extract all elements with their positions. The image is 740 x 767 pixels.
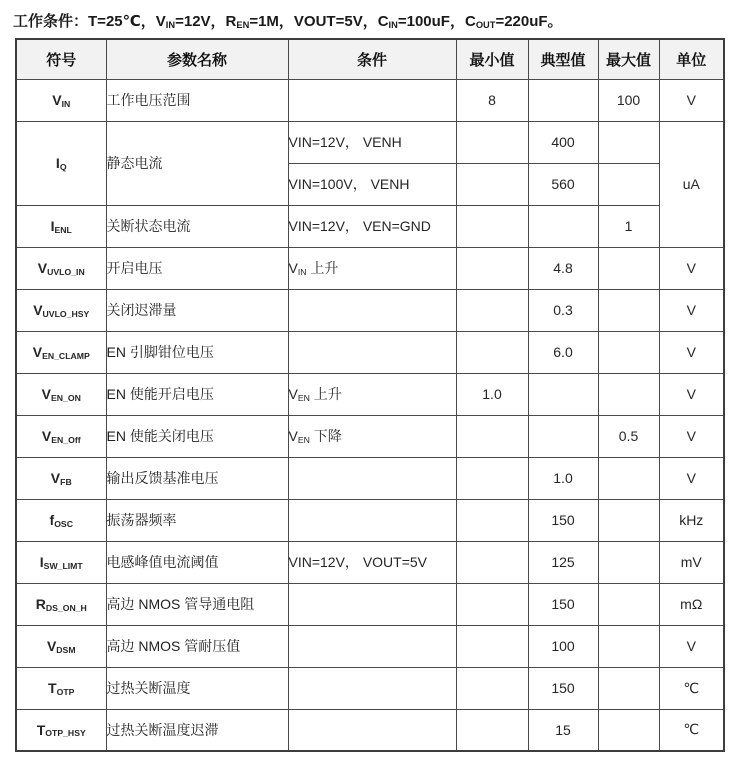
param-cell: 关断状态电流 (106, 205, 288, 247)
param-cell: EN 使能开启电压 (106, 373, 288, 415)
symbol-cell: $V_{FB}$ (16, 457, 106, 499)
max-cell (598, 121, 659, 163)
unit-cell: V (659, 625, 724, 667)
table-row (16, 583, 724, 625)
min-cell (456, 709, 528, 751)
max-cell (598, 373, 659, 415)
operating-conditions-line (0, 0, 740, 31)
table-header-row (16, 39, 724, 79)
electrical-characteristics-table (15, 38, 725, 752)
condition-cell (288, 583, 456, 625)
typ-cell: 150 (528, 583, 598, 625)
max-cell (598, 247, 659, 289)
condition-cell: VIN=12V， VENH (288, 121, 456, 163)
min-cell (456, 415, 528, 457)
max-cell (598, 709, 659, 751)
condition-cell: $V_{EN}$ 下降 (288, 415, 456, 457)
typ-cell: 125 (528, 541, 598, 583)
header-max: 最大值 (598, 39, 659, 79)
min-cell (456, 163, 528, 205)
min-cell (456, 667, 528, 709)
param-cell: 振荡器频率 (106, 499, 288, 541)
min-cell (456, 457, 528, 499)
unit-cell: V (659, 331, 724, 373)
header-param: 参数名称 (106, 39, 288, 79)
min-cell (456, 121, 528, 163)
param-cell: 开启电压 (106, 247, 288, 289)
min-cell: 1.0 (456, 373, 528, 415)
symbol-cell: $T_{OTP\_HSY}$ (16, 709, 106, 751)
typ-cell: 150 (528, 499, 598, 541)
condition-cell: VIN=12V， VEN=GND (288, 205, 456, 247)
symbol-cell: $V_{EN\_CLAMP}$ (16, 331, 106, 373)
param-cell: 过热关断温度 (106, 667, 288, 709)
table-row (16, 205, 724, 247)
param-cell: EN 引脚钳位电压 (106, 331, 288, 373)
operating-conditions-label: 工作条件： (13, 13, 89, 30)
param-cell: EN 使能关闭电压 (106, 415, 288, 457)
header-condition: 条件 (288, 39, 456, 79)
header-unit: 单位 (659, 39, 724, 79)
condition-cell (288, 79, 456, 121)
unit-cell: V (659, 415, 724, 457)
param-cell: 输出反馈基准电压 (106, 457, 288, 499)
condition-cell: $V_{IN}$ 上升 (288, 247, 456, 289)
header-typ: 典型值 (528, 39, 598, 79)
param-cell: 高边 NMOS 管导通电阻 (106, 583, 288, 625)
typ-cell: 400 (528, 121, 598, 163)
max-cell: 100 (598, 79, 659, 121)
param-cell: 工作电压范围 (106, 79, 288, 121)
typ-cell (528, 79, 598, 121)
param-cell: 关闭迟滞量 (106, 289, 288, 331)
unit-cell: mΩ (659, 583, 724, 625)
condition-cell (288, 331, 456, 373)
max-cell: 1 (598, 205, 659, 247)
symbol-cell: $V_{EN\_ON}$ (16, 373, 106, 415)
table-row (16, 667, 724, 709)
table-row (16, 331, 724, 373)
table-row (16, 373, 724, 415)
max-cell (598, 667, 659, 709)
symbol-cell: $V_{UVLO\_IN}$ (16, 247, 106, 289)
min-cell: 8 (456, 79, 528, 121)
unit-cell: uA (659, 121, 724, 247)
max-cell (598, 163, 659, 205)
typ-cell (528, 415, 598, 457)
unit-cell: mV (659, 541, 724, 583)
condition-cell (288, 289, 456, 331)
table-row (16, 625, 724, 667)
typ-cell: 6.0 (528, 331, 598, 373)
param-cell: 高边 NMOS 管耐压值 (106, 625, 288, 667)
max-cell: 0.5 (598, 415, 659, 457)
max-cell (598, 583, 659, 625)
max-cell (598, 289, 659, 331)
symbol-cell: $f_{OSC}$ (16, 499, 106, 541)
condition-cell: VIN=12V， VOUT=5V (288, 541, 456, 583)
param-cell: 过热关断温度迟滞 (106, 709, 288, 751)
unit-cell: V (659, 247, 724, 289)
min-cell (456, 583, 528, 625)
min-cell (456, 247, 528, 289)
typ-cell: 4.8 (528, 247, 598, 289)
typ-cell: 15 (528, 709, 598, 751)
symbol-cell: $I_{SW\_LIMT}$ (16, 541, 106, 583)
min-cell (456, 289, 528, 331)
min-cell (456, 331, 528, 373)
typ-cell (528, 373, 598, 415)
symbol-cell: $V_{DSM}$ (16, 625, 106, 667)
max-cell (598, 625, 659, 667)
typ-cell: 0.3 (528, 289, 598, 331)
min-cell (456, 499, 528, 541)
table-row (16, 499, 724, 541)
condition-cell: $V_{EN}$ 上升 (288, 373, 456, 415)
header-min: 最小值 (456, 39, 528, 79)
operating-conditions-text: T=25℃，$V_{IN}=12V$，$R_{EN}=1M$，VOUT=5V，$C_{IN}=100uF$，$C_{OUT}=220uF$。 (88, 13, 563, 30)
condition-cell (288, 625, 456, 667)
condition-cell (288, 499, 456, 541)
symbol-cell: $T_{OTP}$ (16, 667, 106, 709)
unit-cell: V (659, 79, 724, 121)
unit-cell: V (659, 457, 724, 499)
header-symbol: 符号 (16, 39, 106, 79)
symbol-cell: $V_{EN\_Off}$ (16, 415, 106, 457)
min-cell (456, 625, 528, 667)
typ-cell: 1.0 (528, 457, 598, 499)
unit-cell: ℃ (659, 667, 724, 709)
table-row (16, 247, 724, 289)
typ-cell: 100 (528, 625, 598, 667)
symbol-cell: $V_{UVLO\_HSY}$ (16, 289, 106, 331)
min-cell (456, 205, 528, 247)
symbol-cell: $V_{IN}$ (16, 79, 106, 121)
table-row (16, 79, 724, 121)
unit-cell: ℃ (659, 709, 724, 751)
max-cell (598, 499, 659, 541)
condition-cell (288, 709, 456, 751)
condition-cell: VIN=100V， VENH (288, 163, 456, 205)
table-row (16, 709, 724, 751)
max-cell (598, 331, 659, 373)
unit-cell: V (659, 373, 724, 415)
condition-cell (288, 457, 456, 499)
max-cell (598, 541, 659, 583)
unit-cell: V (659, 289, 724, 331)
symbol-cell: $I_Q$ (16, 121, 106, 205)
condition-cell (288, 667, 456, 709)
table-row (16, 121, 724, 163)
typ-cell: 150 (528, 667, 598, 709)
param-cell: 电感峰值电流阈值 (106, 541, 288, 583)
unit-cell: kHz (659, 499, 724, 541)
max-cell (598, 457, 659, 499)
table-row (16, 415, 724, 457)
symbol-cell: $I_{ENL}$ (16, 205, 106, 247)
table-row (16, 289, 724, 331)
min-cell (456, 541, 528, 583)
param-cell: 静态电流 (106, 121, 288, 205)
table-row (16, 541, 724, 583)
typ-cell (528, 205, 598, 247)
typ-cell: 560 (528, 163, 598, 205)
table-row (16, 457, 724, 499)
symbol-cell: $R_{DS\_ON\_H}$ (16, 583, 106, 625)
